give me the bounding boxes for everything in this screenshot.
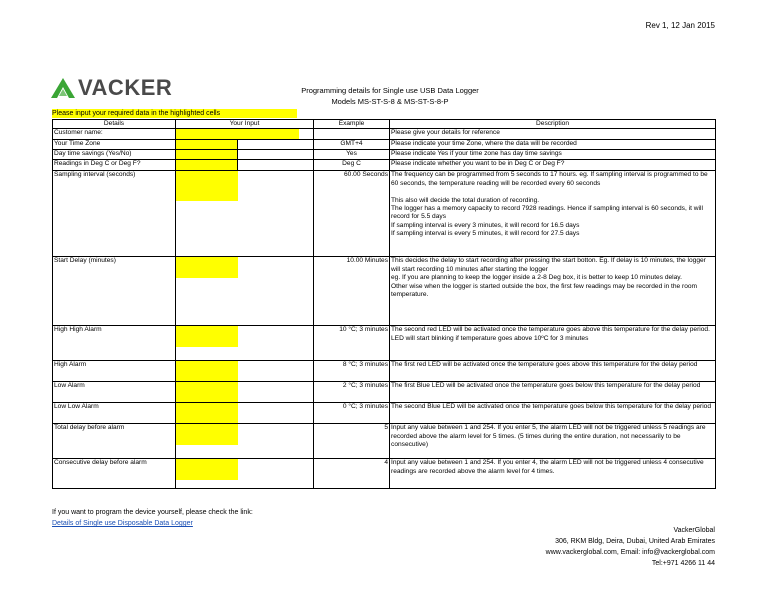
table-row bbox=[53, 403, 716, 424]
input-cell[interactable] bbox=[176, 382, 314, 403]
description-text: Please indicate whether you want to be in Deg C or Deg F? bbox=[390, 160, 716, 171]
input-cell[interactable] bbox=[176, 326, 314, 361]
instruction-banner: Please input your required data in the highlighted cells bbox=[52, 109, 297, 118]
detail-label: Start Delay (minutes) bbox=[53, 257, 176, 326]
table-row bbox=[53, 140, 716, 150]
description-text: Please give your details for reference bbox=[390, 129, 716, 140]
input-highlight[interactable] bbox=[176, 326, 238, 347]
programming-table bbox=[52, 119, 716, 489]
input-cell[interactable] bbox=[176, 171, 314, 257]
document-models: Models MS-ST-S-8 & MS-ST-S-8-P bbox=[331, 97, 449, 106]
input-highlight[interactable] bbox=[176, 257, 238, 278]
detail-label: High High Alarm bbox=[53, 326, 176, 361]
detail-label: Readings in Deg C or Deg F? bbox=[53, 160, 176, 171]
description-text: Please indicate your time Zone, where the data will be recorded bbox=[390, 140, 716, 150]
description-text: Input any value between 1 and 254. If you enter 5, the alarm LED will not be triggered unless 5 readings are recorded above the alarm level for 5 times. (5 times during the entire duration, not necessarily to be consecutive) bbox=[390, 424, 716, 459]
example-value bbox=[314, 129, 390, 140]
detail-label: Total delay before alarm bbox=[53, 424, 176, 459]
input-highlight[interactable] bbox=[176, 424, 238, 445]
table-row bbox=[53, 382, 716, 403]
table-row bbox=[53, 459, 716, 489]
logger-details-link[interactable]: Details of Single use Disposable Data Logger bbox=[52, 520, 193, 527]
revision-label: Rev 1, 12 Jan 2015 bbox=[645, 21, 715, 30]
input-cell[interactable] bbox=[176, 160, 238, 171]
address-line: 306, RKM Bldg, Deira, Dubai, United Arab Emirates bbox=[555, 538, 715, 545]
table-row bbox=[53, 424, 716, 459]
input-cell[interactable] bbox=[176, 150, 238, 160]
input-cell[interactable] bbox=[176, 129, 314, 140]
input-highlight[interactable] bbox=[176, 403, 238, 423]
contact-line: www.vackerglobal.com, Email: info@vackerglobal.com bbox=[545, 549, 715, 556]
input-cell[interactable] bbox=[176, 361, 314, 382]
detail-label: Consecutive delay before alarm bbox=[53, 459, 176, 489]
table-row bbox=[53, 129, 716, 140]
input-cell-extra bbox=[238, 140, 314, 150]
input-cell-extra bbox=[238, 150, 314, 160]
example-value: Yes bbox=[314, 150, 390, 160]
example-value: Deg C bbox=[314, 160, 390, 171]
description-text: The frequency can be programmed from 5 seconds to 17 hours. eg. If sampling interval is programmed to be 60 seconds, the temperature reading will be recorded every 60 seconds This also will decide the total duration of recording. The logger has a memory capacity to record 7928 readings. Hence if sampling interval is 60 seconds, it will record for 5.5 days If sampling interval is every 3 minutes, it will record for 16.5 days If sampling interval is every 5 minutes, it will record for 27.5 days bbox=[390, 171, 716, 257]
input-highlight[interactable] bbox=[176, 361, 238, 381]
detail-label: Day time savings (Yes/No) bbox=[53, 150, 176, 160]
example-value: 10 °C; 3 minutes bbox=[314, 326, 390, 361]
description-text: The first red LED will be activated once the temperature goes above this temperature for the delay period bbox=[390, 361, 716, 382]
description-text: Input any value between 1 and 254. If you enter 4, the alarm LED will not be triggered unless 4 consecutive readings are recorded above the alarm level for 4 times. bbox=[390, 459, 716, 489]
table-row bbox=[53, 150, 716, 160]
example-value: 2 °C; 3 minutes bbox=[314, 382, 390, 403]
detail-label: High Alarm bbox=[53, 361, 176, 382]
example-value: GMT+4 bbox=[314, 140, 390, 150]
company-address bbox=[546, 525, 715, 569]
description-text: The first Blue LED will be activated once the temperature goes below this temperature for the delay period bbox=[390, 382, 716, 403]
input-cell[interactable] bbox=[176, 424, 314, 459]
table-row bbox=[53, 171, 716, 257]
input-cell[interactable] bbox=[176, 403, 314, 424]
table-row bbox=[53, 160, 716, 171]
description-text: The second red LED will be activated once the temperature goes above this temperature for the delay period. LED will start blinking if temperature goes above 10ºC for 3 minutes bbox=[390, 326, 716, 361]
example-value: 8 °C; 3 minutes bbox=[314, 361, 390, 382]
input-highlight[interactable] bbox=[176, 129, 299, 139]
company-logo bbox=[50, 76, 172, 100]
input-cell[interactable] bbox=[176, 140, 238, 150]
example-value: 5 bbox=[314, 424, 390, 459]
detail-label: Low Alarm bbox=[53, 382, 176, 403]
example-value: 4 bbox=[314, 459, 390, 489]
detail-label: Your Time Zone bbox=[53, 140, 176, 150]
footer-note: If you want to program the device yourself, please check the link: bbox=[52, 509, 253, 516]
vacker-logo-icon bbox=[50, 77, 76, 99]
input-cell-extra bbox=[238, 160, 314, 171]
example-value: 10.00 Minutes bbox=[314, 257, 390, 326]
detail-label: Customer name: bbox=[53, 129, 176, 140]
example-value: 0 °C; 3 minutes bbox=[314, 403, 390, 424]
description-text: Please indicate Yes if your time zone has day time savings bbox=[390, 150, 716, 160]
table-row bbox=[53, 361, 716, 382]
input-cell[interactable] bbox=[176, 459, 314, 489]
document-title: Programming details for Single use USB Data Logger bbox=[301, 86, 479, 95]
column-header: Description bbox=[390, 120, 716, 129]
description-text: The second Blue LED will be activated once the temperature goes below this temperature for the delay period bbox=[390, 403, 716, 424]
input-highlight[interactable] bbox=[176, 171, 238, 201]
logo-text: VACKER bbox=[78, 75, 173, 100]
column-header: Example bbox=[314, 120, 390, 129]
column-header: Your Input bbox=[176, 120, 314, 129]
column-header: Details bbox=[53, 120, 176, 129]
phone-line: Tel:+971 4266 11 44 bbox=[651, 560, 715, 567]
detail-label: Low Low Alarm bbox=[53, 403, 176, 424]
table-row bbox=[53, 326, 716, 361]
description-text: This decides the delay to start recording after pressing the start botton. Eg. If delay is 10 minutes, the logger will start recording 10 minutes after starting the logger eg. If you are planning to keep the logger inside a 2-8 Deg box, it is better to keep 10 minutes delay. Other wise when the logger is started outside the box, the first few readings may be recorded in the room temperature. bbox=[390, 257, 716, 326]
input-cell[interactable] bbox=[176, 257, 314, 326]
company-name: VackerGlobal bbox=[673, 527, 715, 534]
table-row bbox=[53, 257, 716, 326]
input-highlight[interactable] bbox=[176, 459, 238, 480]
example-value: 60.00 Seconds bbox=[314, 171, 390, 257]
input-highlight[interactable] bbox=[176, 382, 238, 402]
detail-label: Sampling interval (seconds) bbox=[53, 171, 176, 257]
